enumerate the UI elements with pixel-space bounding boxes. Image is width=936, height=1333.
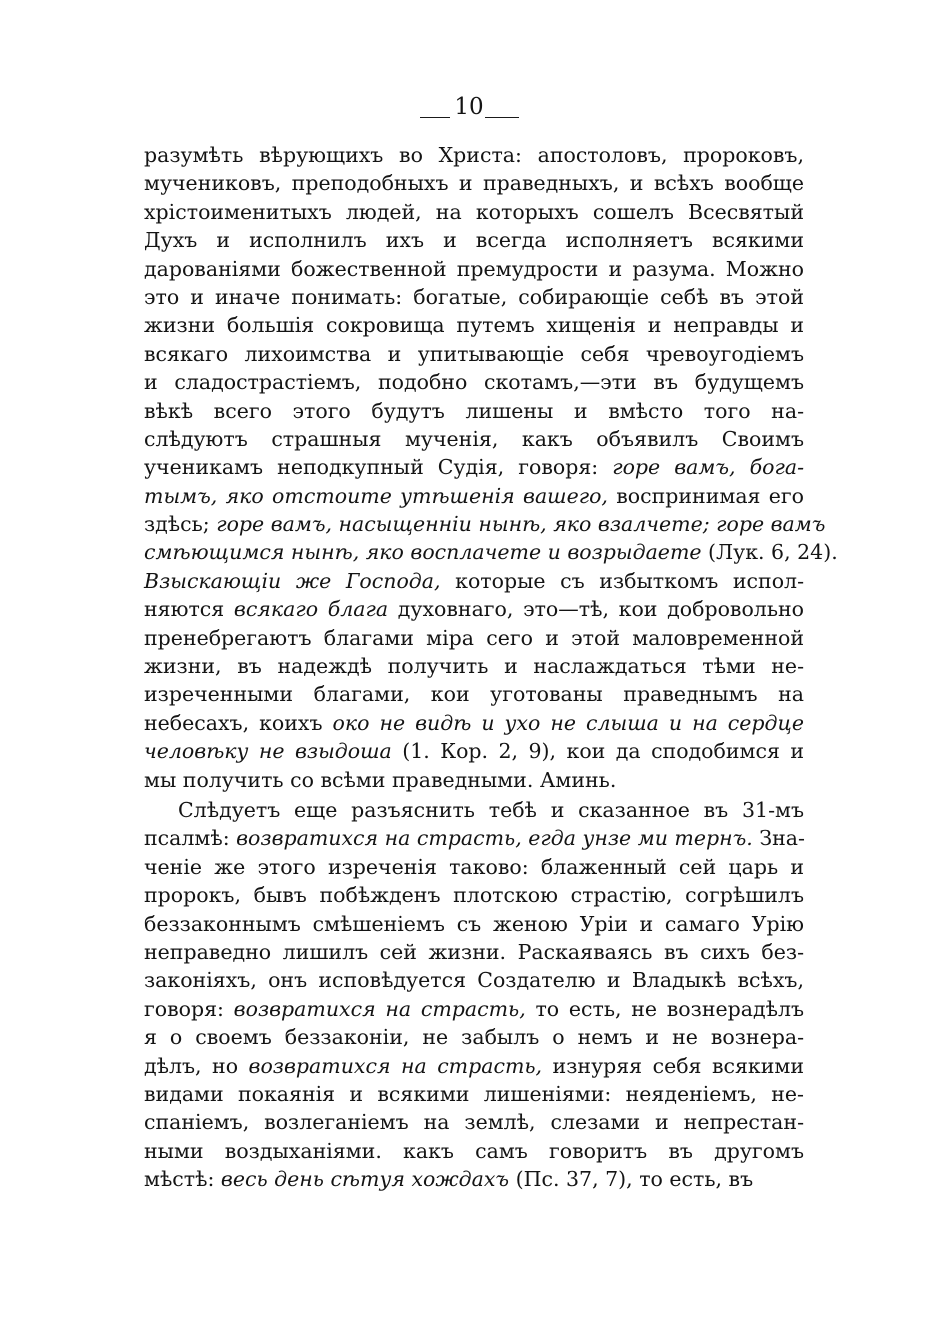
text-run: вѣкѣ всего этого будутъ лишены и вмѣсто того на- [144,398,804,423]
text-line [144,482,804,510]
text-line [144,226,804,254]
text-line [144,567,804,595]
text-line [144,283,804,311]
text-line [144,737,804,765]
text-run: мы получить со всѣми праведными. Аминь. [144,767,617,792]
text-run: законіяхъ, онъ исповѣдуется Создателю и Владыкѣ всѣхъ, [144,968,804,993]
page-body-text [144,141,838,1193]
text-line [144,510,826,538]
text-line [144,1023,804,1051]
text-line [144,824,804,852]
text-run: жизни, въ надеждѣ получить и наслаждаться тѣми не- [144,654,804,679]
text-run: изреченными благами, кои уготованы праведнымъ на [144,682,804,707]
text-run: слѣдуютъ страшныя мученія, какъ объявилъ Своимъ [144,426,804,451]
italic-quote: человѣку не взыдоша [144,739,392,764]
text-run: видами покаянія и всякими лишеніями: неяденіемъ, не- [144,1081,804,1106]
italic-quote: Взыскающіи же Господа, [144,568,441,593]
text-run: разумѣть вѣрующихъ во Христа: апостоловъ, пророковъ, [144,143,804,167]
text-line [144,311,804,339]
text-line [144,340,804,368]
text-run: то есть, не вознерадѣлъ [525,996,805,1021]
text-line [144,853,804,881]
text-run: Зна- [752,826,805,851]
text-line [144,796,804,824]
text-run: Духъ и исполнилъ ихъ и всегда исполняетъ всякими [144,228,804,253]
text-run: (Пс. 37, 7), то есть, въ [509,1167,754,1192]
text-run: и сладострастіемъ, подобно скотамъ,—эти въ будущемъ [144,370,804,395]
text-line [144,1080,804,1108]
text-run: пренебрегаютъ благами міра сего и этой маловременной [144,625,804,650]
text-line [144,1052,804,1080]
text-line [144,1137,804,1165]
italic-quote: возвратихся на страсть, [248,1053,543,1078]
text-line [144,624,804,652]
italic-quote: тымъ, яко отстоите утѣшенія вашего, [144,483,608,508]
text-run: воспринимая его [607,483,804,508]
text-line [144,538,838,566]
text-line [144,595,804,623]
text-line [144,1108,804,1136]
italic-quote: возвратихся на страсть, егда унзе ми тернъ. [236,826,753,851]
text-run: говоря: [144,996,234,1021]
text-run: (Лук. 6, 24). [701,540,838,565]
text-line [144,425,804,453]
text-run: Слѣдуетъ еще разъяснить тебѣ и сказанное въ 31-мъ [178,797,804,822]
text-line [144,169,804,197]
text-line [144,910,804,938]
text-run: изнуряя себя всякими [542,1053,804,1078]
text-line [144,966,804,994]
text-run: мучениковъ, преподобныхъ и праведныхъ, и всѣхъ вообще [144,171,804,196]
text-line [144,368,804,396]
italic-quote: око не видѣ и ухо не слыша и на сердце [332,710,804,735]
text-run: здѣсь; [144,512,217,537]
paragraph [144,141,838,794]
text-run: которые съ избыткомъ испол- [440,568,804,593]
italic-quote: возвратихся на страсть, [233,996,526,1021]
text-line [144,680,804,708]
italic-quote: всякаго блага [233,597,389,622]
italic-quote: смѣющимся нынѣ, яко восплачете и возрыдаете [144,540,702,565]
text-run: мѣстѣ: [144,1167,221,1192]
text-run: ченіе же этого изреченія таково: блаженный сей царь и [144,854,804,879]
italic-quote: горе вамъ, бога- [612,455,804,480]
text-line [144,141,804,169]
text-run: хрістоименитыхъ людей, на которыхъ сошелъ Всесвятый [144,199,804,224]
text-line [144,995,804,1023]
text-run: беззаконнымъ смѣшеніемъ съ женою Уріи и самаго Урію [144,911,804,936]
text-line [144,766,804,794]
text-run: небесахъ, коихъ [144,710,333,735]
header-rule-left [420,117,450,118]
text-line [144,652,804,680]
text-run: неправедно лишилъ сей жизни. Раскаяваясь въ сихъ без- [144,939,804,964]
text-line [144,198,804,226]
paragraph [144,796,804,1193]
page-header [0,92,936,126]
text-line [144,1165,804,1193]
text-run: ными воздыханіями. какъ самъ говоритъ въ другомъ [144,1138,804,1163]
text-run: я о своемъ беззаконіи, не забылъ о немъ и не вознера- [144,1025,804,1050]
header-rule-right [485,117,519,118]
text-line [144,453,804,481]
text-run: пророкъ, бывъ побѣжденъ плотскою страстію, согрѣшилъ [144,883,804,908]
italic-quote: весь день сѣтуя хождахъ [220,1167,510,1192]
text-run: спаніемъ, возлеганіемъ на землѣ, слезами и непрестан- [144,1110,804,1135]
text-line [144,397,804,425]
text-line [144,709,804,737]
text-run: жизни большія сокровища путемъ хищенія и неправды и [144,313,804,338]
text-run: духовнаго, это—тѣ, кои добровольно [388,597,804,622]
text-run: всякаго лихоимства и упитывающіе себя чревоугодіемъ [144,341,804,366]
text-line [144,255,804,283]
text-run: няются [144,597,234,622]
text-run: дарованіями божественной премудрости и разума. Можно [144,256,804,281]
text-run: (1. Кор. 2, 9), кои да сподобимся и [391,739,804,764]
page-number: 10 [454,94,484,120]
text-run: ученикамъ неподкупный Судія, говоря: [144,455,613,480]
text-run: это и иначе понимать: богатые, собирающіе себѣ въ этой [144,284,804,309]
text-run: псалмѣ: [144,826,237,851]
italic-quote: горе вамъ, насыщенніи нынѣ, яко взалчете; горе вамъ [216,512,826,537]
text-line [144,938,804,966]
text-run: дѣлъ, но [144,1053,249,1078]
text-line [144,881,804,909]
